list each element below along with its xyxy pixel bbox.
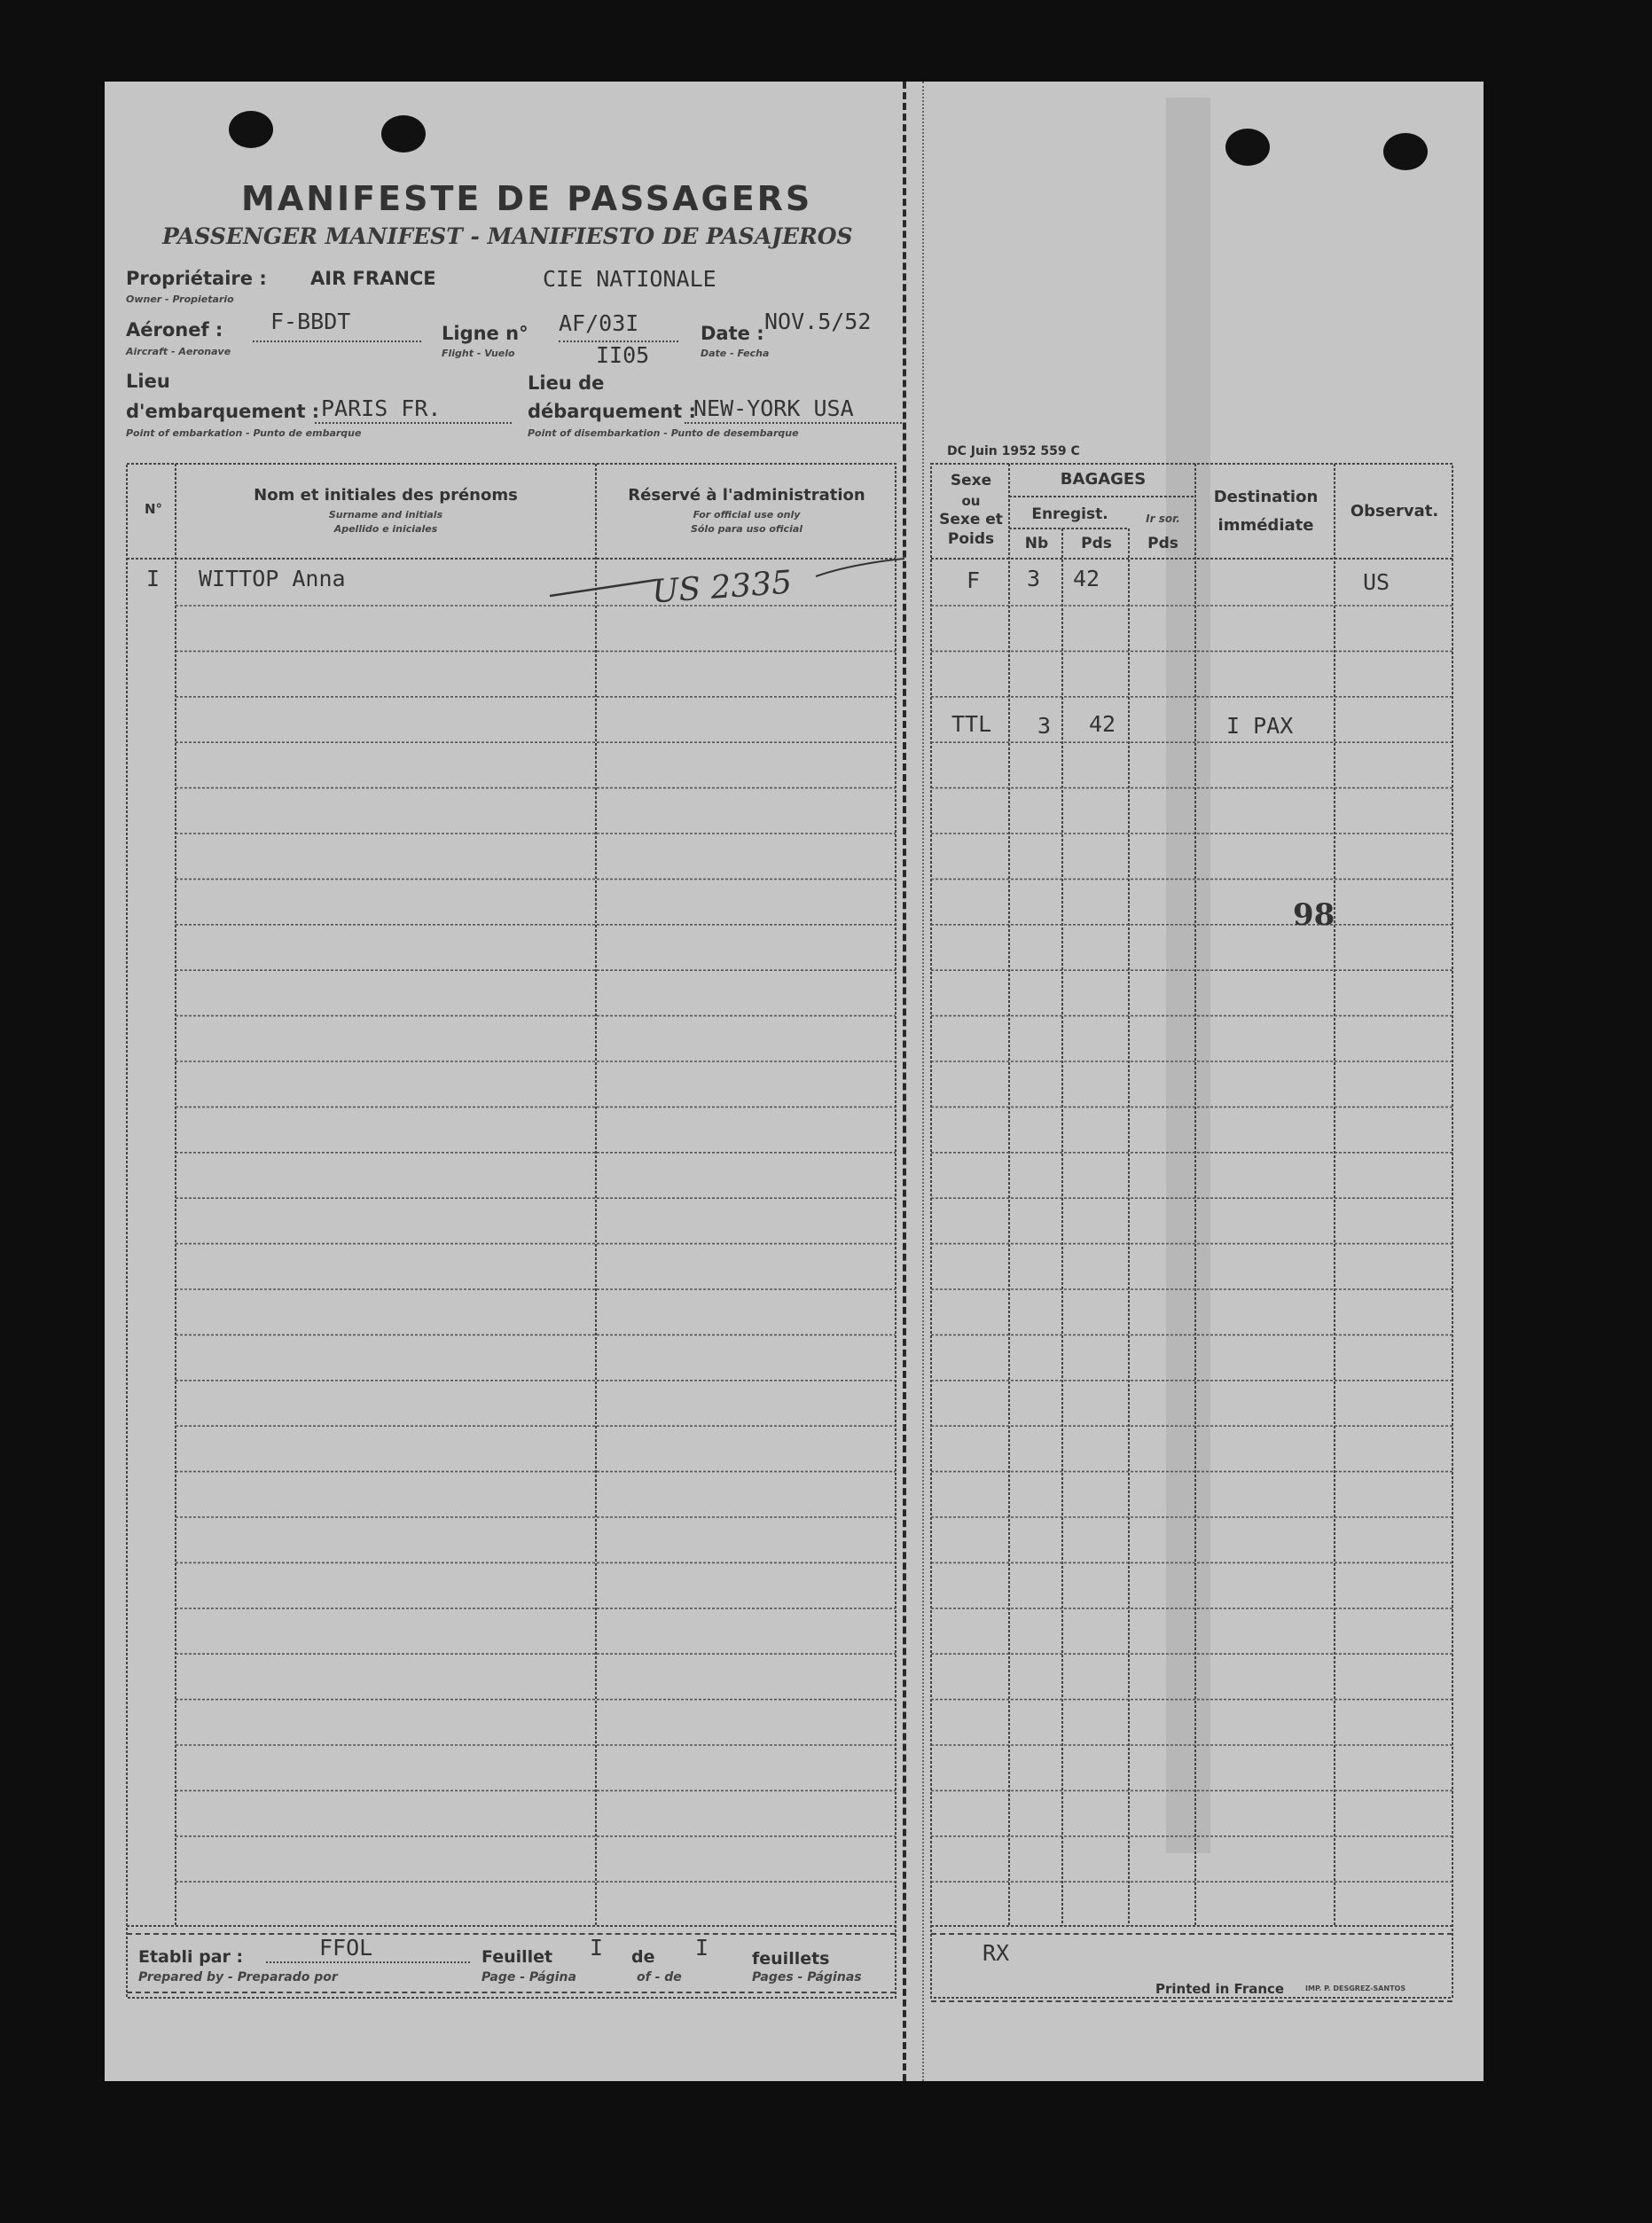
col-header-bagages: BAGAGES	[1060, 470, 1147, 489]
page-subtitle: PASSENGER MANIFEST - MANIFIESTO DE PASAJEROS	[162, 223, 853, 249]
prepared-by-value: FFOL	[319, 1935, 373, 1961]
pages-sublabel: Pages - Páginas	[752, 1970, 862, 1984]
embark-sublabel: Point of embarkation - Punto de embarque	[126, 427, 362, 439]
printed-in-france: Printed in France	[1155, 1981, 1285, 1997]
col-header-sex-2: ou	[961, 493, 981, 509]
page-label: Feuillet	[482, 1947, 553, 1967]
disembark-value: NEW-YORK USA	[693, 395, 854, 421]
footer-right-value: RX	[983, 1940, 1010, 1966]
page-title: MANIFESTE DE PASSAGERS	[241, 179, 813, 218]
embark-label-line1: Lieu	[126, 371, 170, 392]
totals-label: TTL	[951, 711, 992, 737]
flight-sublabel: Flight - Vuelo	[442, 348, 515, 359]
page-sublabel: Page - Página	[482, 1970, 576, 1984]
passenger-sex: F	[967, 567, 981, 593]
prepared-by-underline	[266, 1961, 470, 1963]
embark-value: PARIS FR.	[321, 395, 442, 421]
col-header-name-sub2: Apellido e iniciales	[333, 523, 438, 535]
col-header-excess-pds: Pds	[1147, 535, 1178, 552]
owner-value-2: CIE NATIONALE	[543, 266, 716, 292]
of-label: de	[631, 1947, 655, 1967]
passenger-admin-note: US 2335	[650, 564, 794, 611]
passenger-bag-count: 3	[1027, 566, 1041, 591]
passenger-observation: US	[1363, 569, 1390, 595]
col-header-sex-1: Sexe	[950, 472, 992, 489]
col-header-excess: Ir sor.	[1146, 513, 1180, 525]
totals-bag-count: 3	[1037, 713, 1052, 739]
passenger-name: WITTOP Anna	[199, 566, 346, 591]
pages-value: I	[695, 1935, 709, 1961]
margin-number: 98	[1293, 897, 1335, 933]
owner-label: Propriétaire :	[126, 268, 267, 289]
col-header-enregist: Enregist.	[1031, 505, 1108, 523]
col-header-observation: Observat.	[1350, 502, 1439, 521]
col-header-admin: Réservé à l'administration	[628, 486, 865, 505]
date-sublabel: Date - Fecha	[701, 348, 770, 359]
footer-divider-right	[931, 1933, 1452, 1935]
aircraft-value: F-BBDT	[270, 309, 351, 334]
footer-divider-left	[127, 1933, 896, 1935]
footer-divider-left-bottom	[127, 1992, 896, 1993]
col-header-pds: Pds	[1081, 535, 1112, 552]
flight-value: AF/03I	[559, 310, 639, 336]
disembark-sublabel: Point of disembarkation - Punto de desembarque	[528, 427, 799, 439]
col-header-destination-2: immédiate	[1217, 516, 1314, 535]
aircraft-sublabel: Aircraft - Aeronave	[126, 346, 231, 357]
disembark-label-line1: Lieu de	[528, 372, 605, 394]
embark-label-line2: d'embarquement :	[126, 401, 320, 422]
flight-number-value: II05	[596, 342, 650, 368]
aircraft-label: Aéronef :	[126, 319, 223, 340]
totals-passengers: I PAX	[1226, 713, 1294, 739]
col-header-sex-4: Poids	[947, 530, 995, 548]
of-sublabel: of - de	[637, 1970, 682, 1984]
disembark-label-line2: débarquement :	[528, 401, 696, 422]
passenger-no: I	[146, 566, 161, 591]
flight-label: Ligne n°	[442, 323, 528, 344]
printer-name: IMP. P. DESGREZ-SANTOS	[1305, 1984, 1406, 1992]
totals-bag-weight: 42	[1089, 711, 1116, 737]
col-header-name: Nom et initiales des prénoms	[254, 486, 518, 505]
pages-label: feuillets	[752, 1949, 830, 1969]
footer-divider-right-bottom	[931, 2000, 1452, 2002]
date-label: Date :	[701, 323, 764, 344]
col-header-nb: Nb	[1024, 535, 1049, 552]
col-header-admin-sub2: Sólo para uso oficial	[690, 523, 803, 535]
form-code: DC Juin 1952 559 C	[947, 444, 1080, 458]
passenger-bag-weight: 42	[1073, 566, 1100, 591]
date-value: NOV.5/52	[764, 309, 872, 334]
col-header-name-sub1: Surname and initials	[328, 509, 443, 521]
prepared-by-label: Etabli par :	[138, 1947, 244, 1967]
owner-sublabel: Owner - Propietario	[126, 294, 234, 305]
owner-value: AIR FRANCE	[310, 268, 436, 289]
col-header-destination: Destination	[1213, 488, 1319, 506]
col-header-no: N°	[144, 501, 163, 517]
col-header-admin-sub1: For official use only	[693, 509, 801, 521]
page-value: I	[590, 1935, 604, 1961]
prepared-by-sublabel: Prepared by - Preparado por	[138, 1970, 338, 1984]
col-header-sex-3: Sexe et	[939, 511, 1003, 528]
